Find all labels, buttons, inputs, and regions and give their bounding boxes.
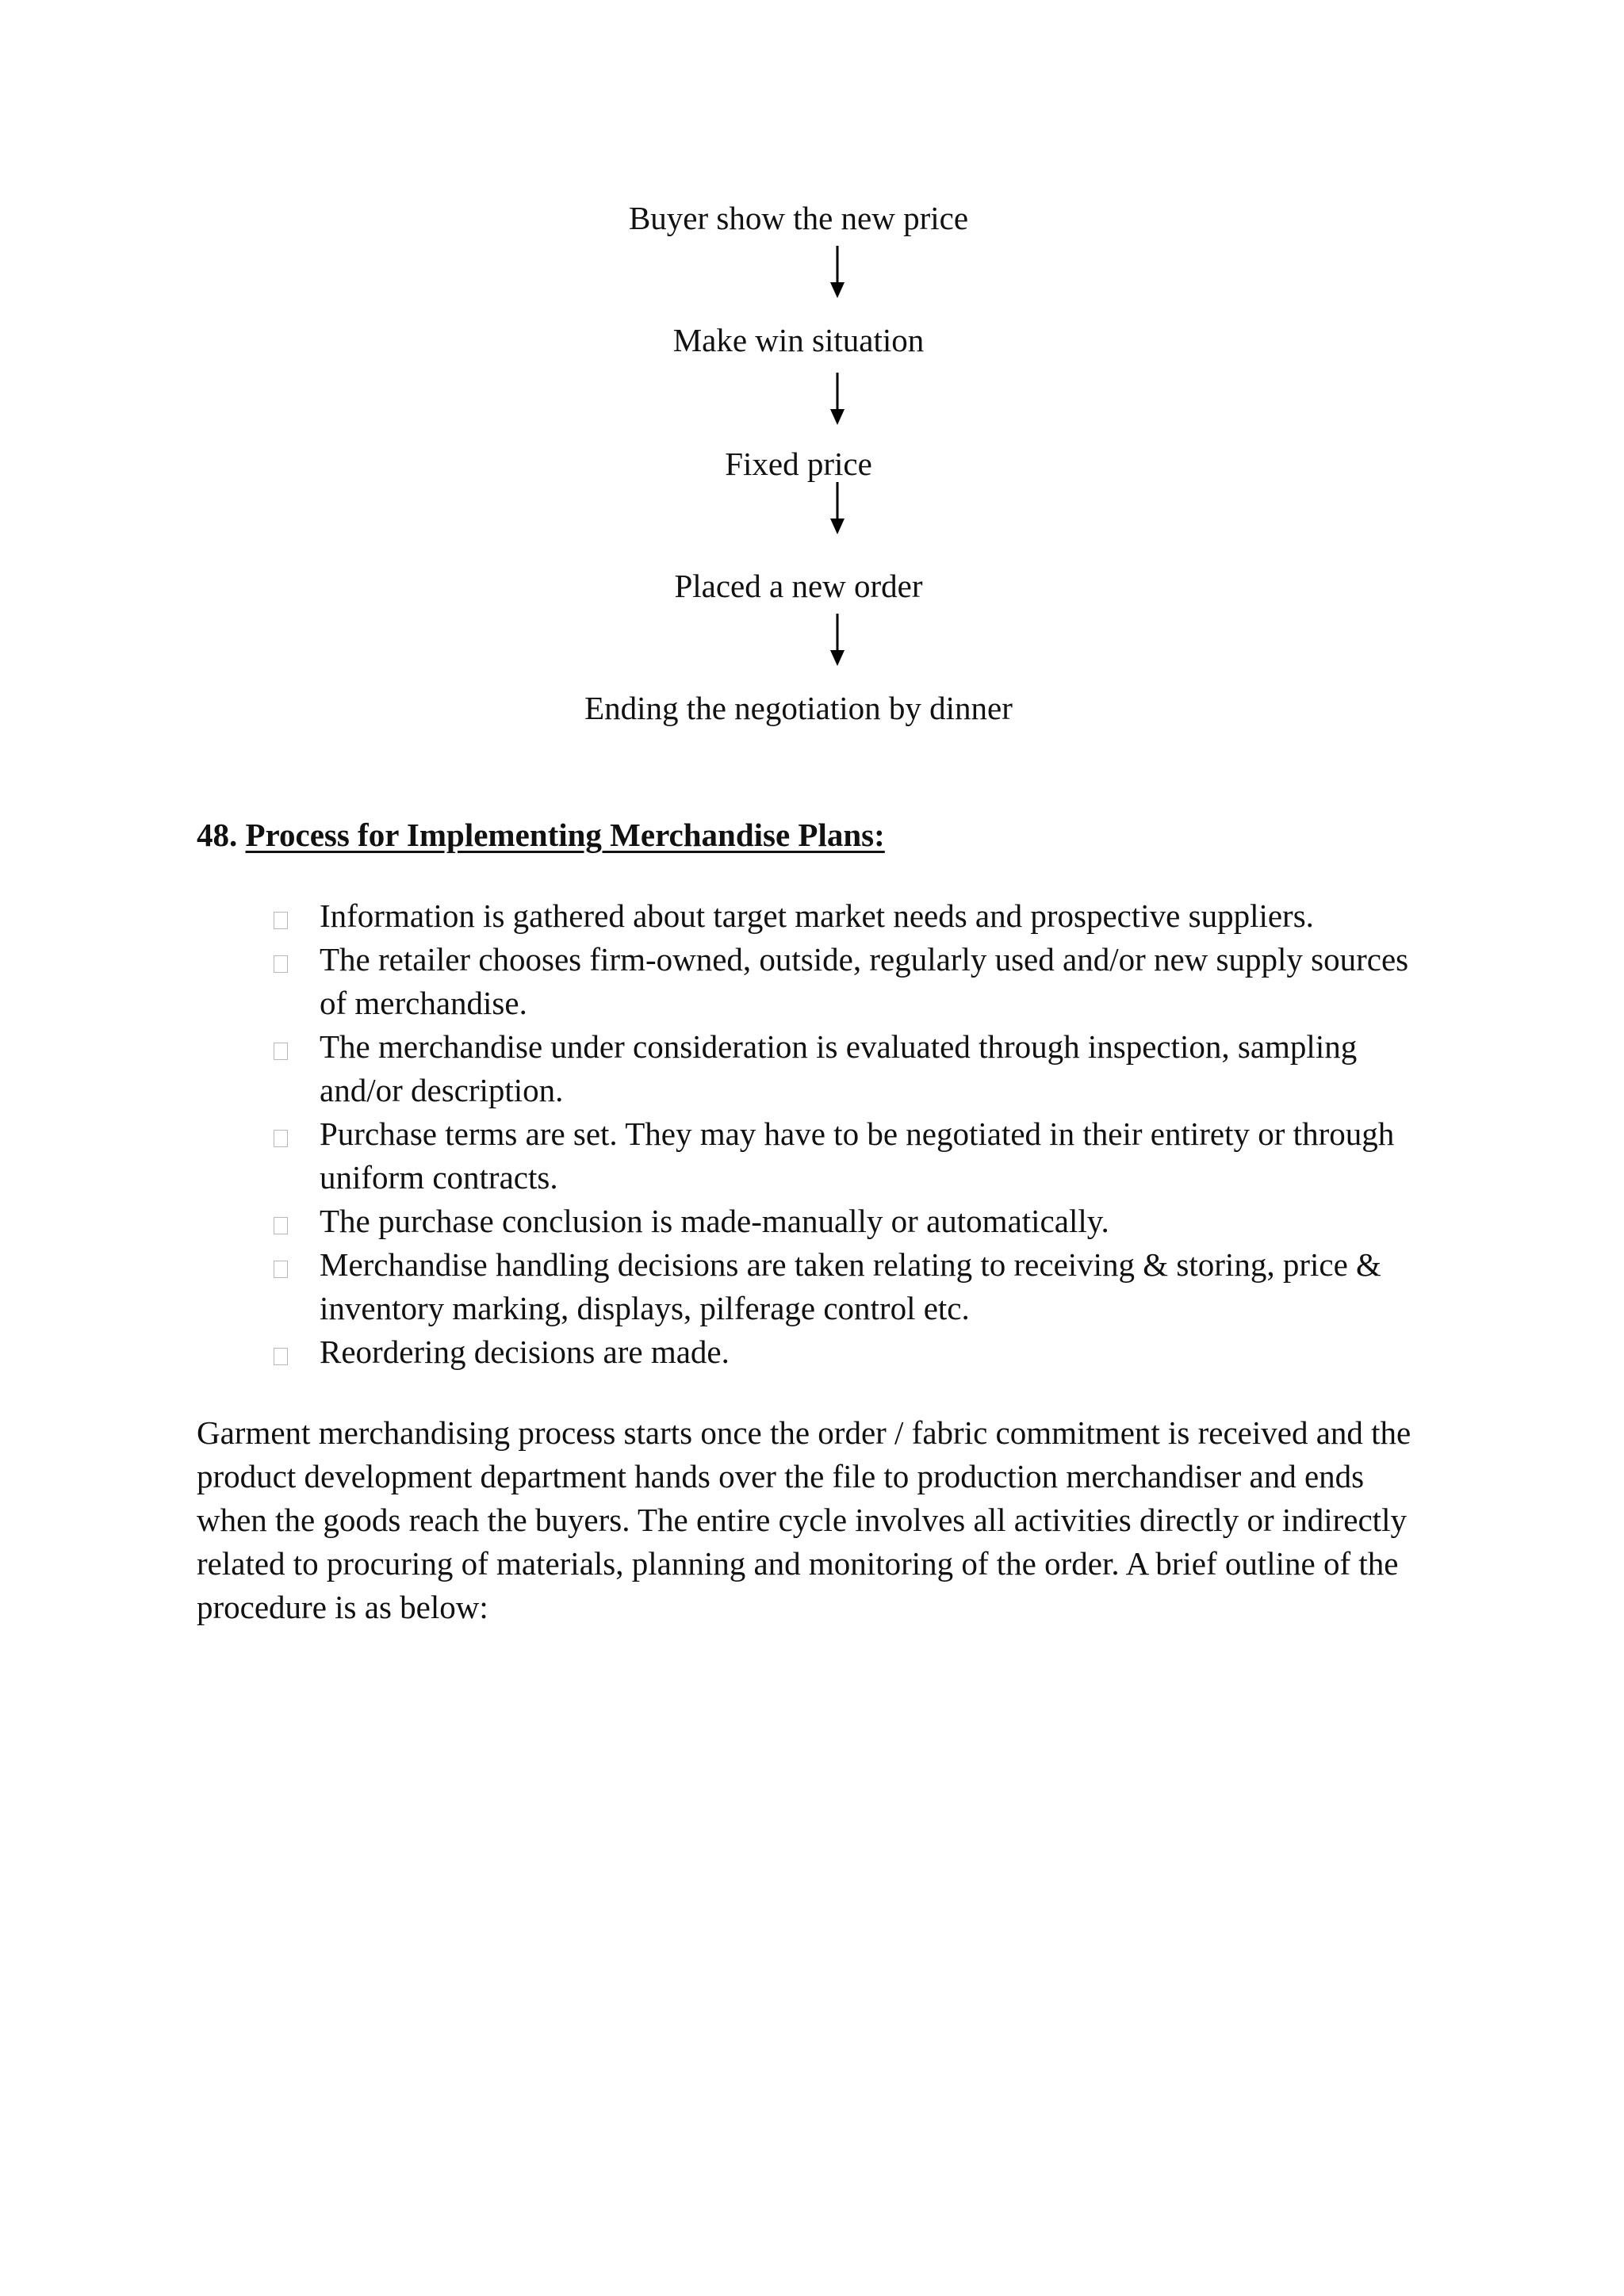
flow-step-2	[0, 320, 1624, 360]
bullet-box-icon	[274, 955, 288, 973]
flow-step-5-label: Ending the negotiation by dinner	[584, 690, 1013, 726]
list-item	[0, 1025, 1430, 1112]
list-item-text: Merchandise handling decisions are taken relating to receiving & storing, price & inventory marking, displays, pilferage control etc.	[320, 1246, 1381, 1326]
list-item-text: The purchase conclusion is made-manually or automatically.	[320, 1203, 1109, 1239]
list-item	[0, 938, 1430, 1025]
section-number: 48.	[197, 817, 238, 853]
list-item	[0, 1200, 1430, 1243]
list-item-text: Purchase terms are set. They may have to be negotiated in their entirety or through uniform contracts.	[320, 1115, 1395, 1196]
list-item-text: Information is gathered about target market needs and prospective suppliers.	[320, 897, 1314, 934]
bullet-box-icon	[274, 1261, 288, 1278]
flow-step-1-label: Buyer show the new price	[628, 200, 969, 236]
flow-step-2-label: Make win situation	[672, 322, 925, 358]
down-arrow-icon	[829, 246, 846, 298]
down-arrow-icon	[829, 614, 846, 666]
list-item	[0, 1330, 1430, 1374]
flow-step-5	[0, 688, 1624, 728]
list-item-text: The merchandise under consideration is evaluated through inspection, sampling and/or description.	[320, 1028, 1358, 1108]
body-paragraph: Garment merchandising process starts once the order / fabric commitment is received and the product development department hands over the file to production merchandiser and ends when the goods reach the buyers. The entire cycle involves all activities directly or indirectly related to procuring of materials, planning and monitoring of the order. A brief outline of the procedure is as below:	[197, 1414, 1411, 1625]
flow-step-4	[0, 566, 1624, 606]
bullet-box-icon	[274, 1348, 288, 1365]
list-item-text: The retailer chooses firm-owned, outside, regularly used and/or new supply sources of merchandise.	[320, 941, 1409, 1021]
bullet-box-icon	[274, 1130, 288, 1147]
bullet-box-icon	[274, 912, 288, 929]
section-title: Process for Implementing Merchandise Plans:	[245, 817, 885, 853]
flow-step-3-label: Fixed price	[725, 446, 872, 482]
flow-step-1	[0, 198, 1624, 238]
bullet-box-icon	[274, 1217, 288, 1234]
section-heading	[197, 815, 885, 855]
list-item	[0, 894, 1430, 938]
flow-step-4-label: Placed a new order	[674, 568, 923, 604]
bullet-box-icon	[274, 1043, 288, 1060]
list-item	[0, 1112, 1430, 1200]
list-item	[0, 1243, 1430, 1330]
list-item-text: Reordering decisions are made.	[320, 1334, 730, 1370]
down-arrow-icon	[829, 482, 846, 534]
down-arrow-icon	[829, 373, 846, 425]
process-bullet-list	[0, 894, 1624, 1374]
flow-step-3	[0, 444, 1624, 484]
